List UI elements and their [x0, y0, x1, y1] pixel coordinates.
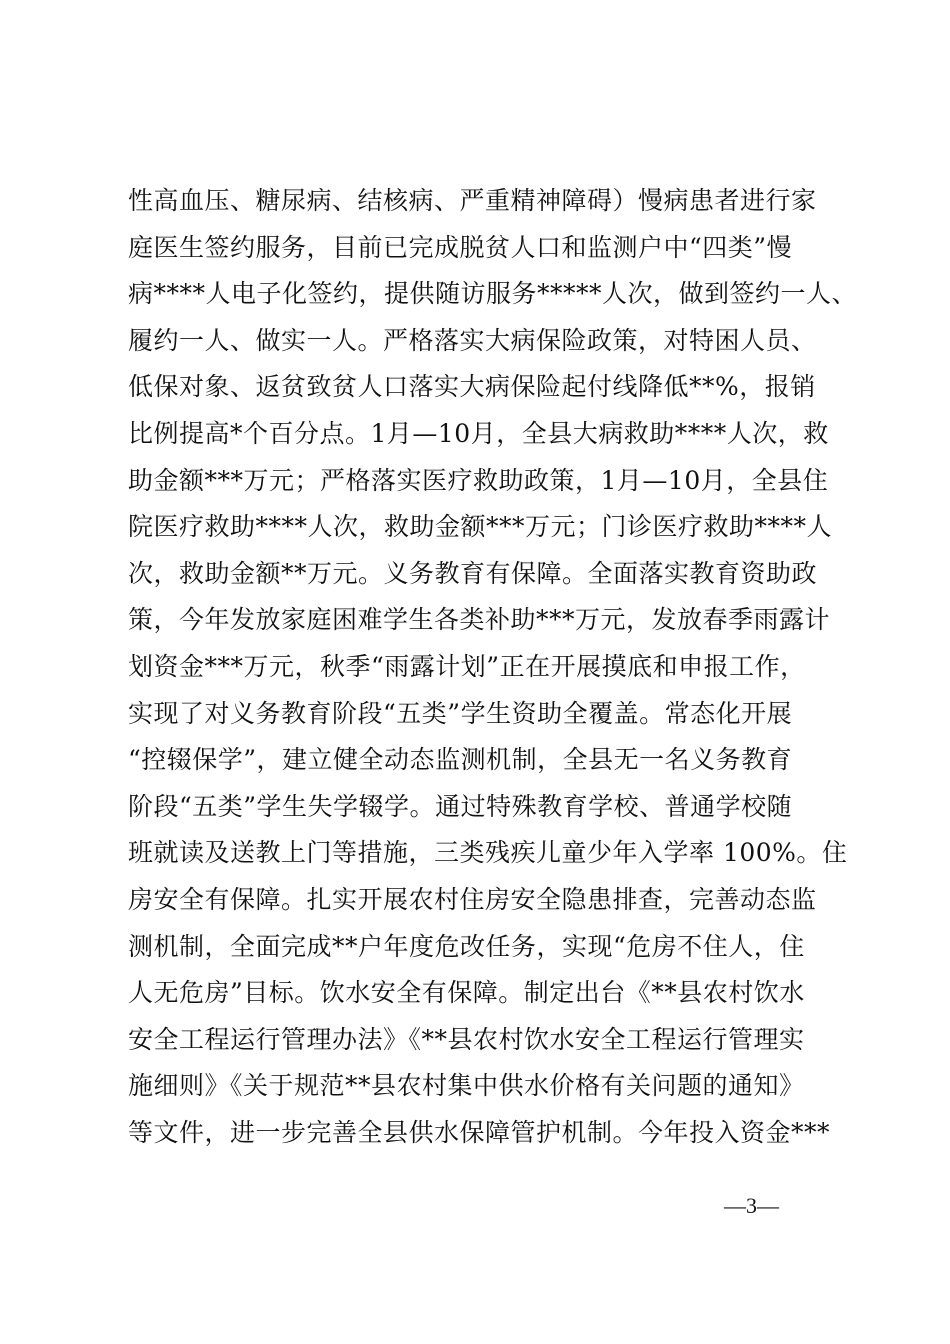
text-line: 次，救助金额**万元。义务教育有保障。全面落实教育资助政	[128, 558, 818, 588]
text-line: 病****人电子化签约，提供随访服务*****人次，做到签约一人、	[128, 279, 858, 309]
text-line: 房安全有保障。扎实开展农村住房安全隐患排查，完善动态监	[128, 884, 817, 914]
text-line: 比例提高*个百分点。1月—10月，全县大病救助****人次，救	[128, 418, 829, 448]
text-line: 安全工程运行管理办法》《**县农村饮水安全工程运行管理实	[128, 1024, 805, 1054]
text-line: 性高血压、糖尿病、结核病、严重精神障碍）慢病患者进行家	[128, 186, 817, 215]
text-line: 测机制，全面完成**户年度危改任务，实现“危房不住人，住	[128, 931, 805, 961]
body-text	[128, 178, 858, 1156]
text-line: 低保对象、返贫致贫人口落实大病保险起付线降低**%，报销	[128, 372, 816, 402]
text-line: 阶段“五类”学生失学辍学。通过特殊教育学校、普通学校随	[128, 791, 793, 821]
text-line: 等文件，进一步完善全县供水保障管护机制。今年投入资金***	[128, 1117, 831, 1147]
text-line: 助金额***万元；严格落实医疗救助政策，1月—10月，全县住	[128, 465, 829, 495]
page-number: —3—	[724, 1193, 779, 1218]
text-line: 庭医生签约服务，目前已完成脱贫人口和监测户中“四类”慢	[128, 232, 793, 262]
text-line: 履约一人、做实一人。严格落实大病保险政策，对特困人员、	[128, 325, 817, 355]
text-line: 划资金***万元，秋季“雨露计划”正在开展摸底和申报工作，	[128, 651, 806, 681]
text-line: “控辍保学”，建立健全动态监测机制，全县无一名义务教育	[128, 745, 793, 775]
text-line: 班就读及送教上门等措施，三类残疾儿童少年入学率 100%。住	[128, 838, 848, 868]
text-line: 实现了对义务教育阶段“五类”学生资助全覆盖。常态化开展	[128, 698, 793, 728]
text-line: 策，今年发放家庭困难学生各类补助***万元，发放春季雨露计	[128, 605, 831, 635]
text-line: 施细则》《关于规范**县农村集中供水价格有关问题的通知》	[128, 1071, 805, 1101]
text-line: 人无危房”目标。饮水安全有保障。制定出台《**县农村饮水	[128, 978, 805, 1008]
text-line: 院医疗救助****人次，救助金额***万元；门诊医疗救助****人	[128, 512, 833, 542]
